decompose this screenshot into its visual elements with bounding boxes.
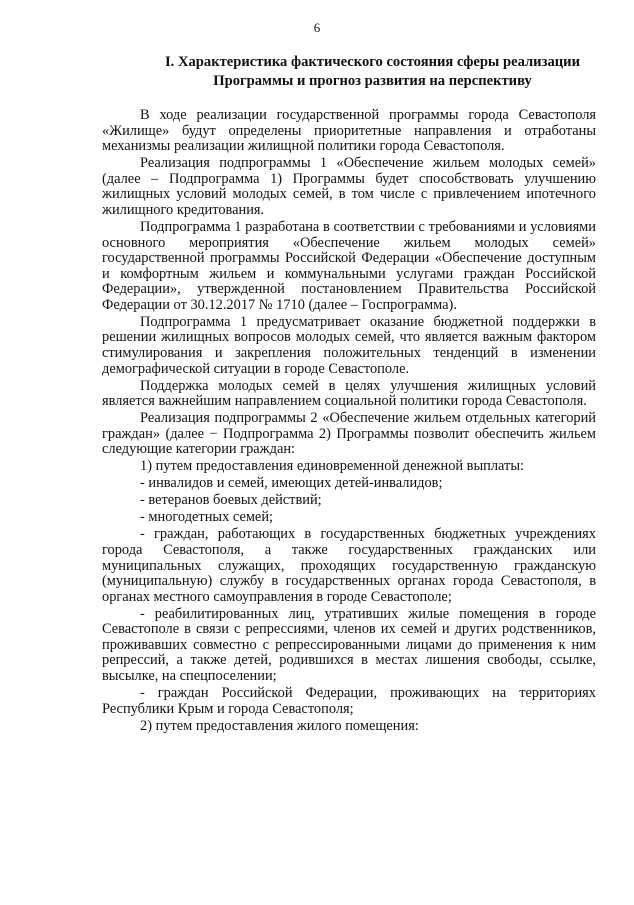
- paragraph-subprogram-2: Реализация подпрограммы 2 «Обеспечение жильем отдельных категорий граждан» (далее − Подпрограмма 2) Программы позволит обеспечить жильем следующие категории граждан:: [102, 410, 596, 458]
- section-title: [150, 53, 595, 91]
- list-item-citizens-crimea: - граждан Российской Федерации, проживающих на территориях Республики Крым и города Севастополя;: [102, 685, 596, 717]
- section-title-line-2: Программы и прогноз развития на перспективу: [213, 73, 532, 89]
- document-body: [102, 108, 596, 736]
- list-heading-housing: 2) путем предоставления жилого помещения:: [140, 717, 419, 734]
- page-number: 6: [313, 20, 321, 35]
- paragraph-budget-support: Подпрограмма 1 предусматривает оказание бюджетной поддержки в решении жилищных вопросов молодых семей, что является важным фактором стимулирования и закрепления положительных тенденций в изменении демографической ситуации в городе Севастополе.: [102, 313, 596, 377]
- section-title-line-1: I. Характеристика фактического состояния сферы реализации: [165, 54, 580, 70]
- paragraph-subprogram-1: Реализация подпрограммы 1 «Обеспечение жильем молодых семей» (далее – Подпрограмма 1) Программы будет способствовать улучшению жилищных условий молодых семей, в том числе с привлечением ипотечного жилищного кредитования.: [102, 155, 596, 218]
- paragraph-subprogram-1-basis: Подпрограмма 1 разработана в соответствии с требованиями и условиями основного мероприятия «Обеспечение жильем молодых семей» государственной программы Российской Федерации «Обеспечение доступным и комфортным жильем и коммунальными услугами граждан Российской Федерации», утвержденной постановлением Правительства Российской Федерации от 30.12.2017 № 1710 (далее – Госпрограмма).: [102, 218, 596, 313]
- list-heading-payment: 1) путем предоставления единовременной денежной выплаты:: [140, 458, 525, 475]
- paragraph-social-policy: Поддержка молодых семей в целях улучшения жилищных условий является важнейшим направлением социальной политики города Севастополя.: [102, 377, 596, 410]
- list-item-disabled: - инвалидов и семей, имеющих детей-инвалидов;: [140, 475, 443, 492]
- list-item-veterans: - ветеранов боевых действий;: [140, 492, 322, 509]
- paragraph-intro: В ходе реализации государственной программы города Севастополя «Жилище» будут определены приоритетные направления и отработаны механизмы реализации жилищной политики города Севастополя.: [102, 107, 596, 155]
- list-item-large-families: - многодетных семей;: [140, 509, 274, 526]
- list-item-rehabilitated: - реабилитированных лиц, утративших жилые помещения в городе Севастополе в связи с репрессиями, членов их семей и других родственников, проживавших совместно с репрессированными лицами до применения к ним репрессий, а также детей, родившихся в местах лишения свободы, ссылке, высылке, на спецпоселении;: [102, 605, 596, 685]
- list-item-public-employees: - граждан, работающих в государственных бюджетных учреждениях города Севастополя, а также государственных гражданских или муниципальных служащих, проходящих государственную гражданскую (муниципальную) службу в государственных органах города Севастополя, в органах местного самоуправления в городе Севастополе;: [102, 526, 596, 605]
